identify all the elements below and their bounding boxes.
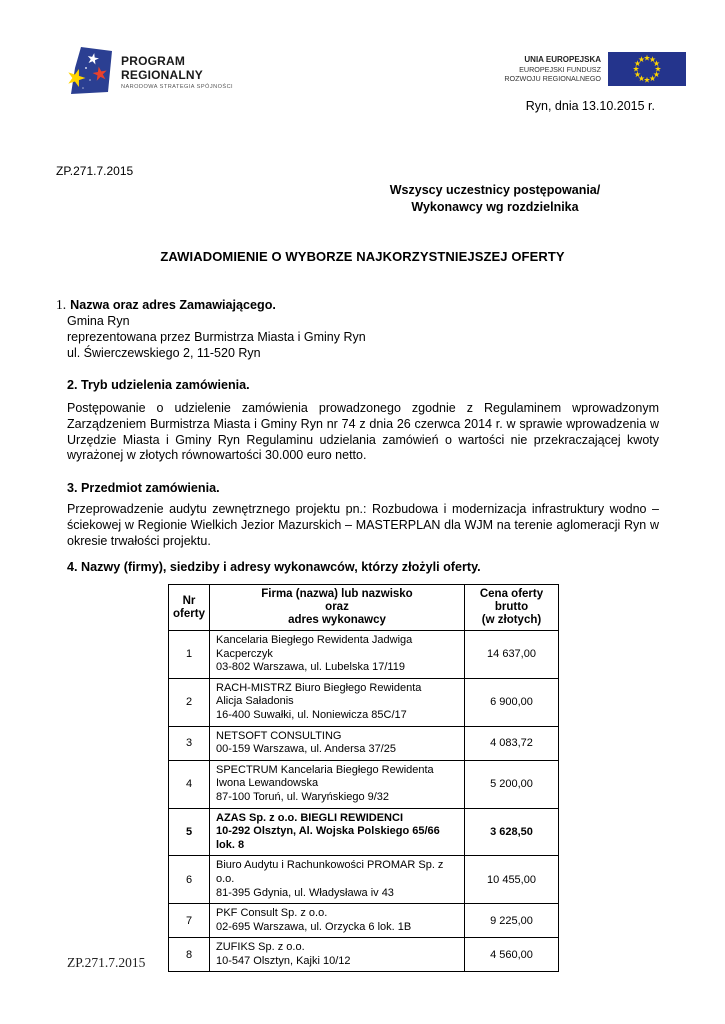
section-1-line2: reprezentowana przez Burmistrza Miasta i Gminy Ryn: [67, 330, 366, 344]
offer-price: 4 560,00: [465, 938, 559, 972]
offer-company: AZAS Sp. z o.o. BIEGLI REWIDENCI 10-292 Olsztyn, Al. Wojska Polskiego 65/66 lok. 8: [210, 808, 465, 856]
section-3-heading: 3. Przedmiot zamówienia.: [67, 481, 220, 495]
offer-company: SPECTRUM Kancelaria Biegłego Rewidenta Iwona Lewandowska 87-100 Toruń, ul. Waryńskiego 9/32: [210, 760, 465, 808]
offer-price: 9 225,00: [465, 904, 559, 938]
eu-logo: [504, 52, 686, 86]
offer-price: 14 637,00: [465, 631, 559, 679]
offer-company: RACH-MISTRZ Biuro Biegłego Rewidenta Alicja Saładonis 16-400 Suwałki, ul. Noniewicza 85C/17: [210, 678, 465, 726]
offer-company: Biuro Audytu i Rachunkowości PROMAR Sp. z o.o. 81-395 Gdynia, ul. Władysława iv 43: [210, 856, 465, 904]
eu-flag-icon: [608, 52, 686, 86]
offer-number: 4: [169, 760, 210, 808]
program-logo-line1: PROGRAM: [121, 54, 186, 68]
offer-number: 8: [169, 938, 210, 972]
offer-price: 4 083,72: [465, 726, 559, 760]
header-firma: Firma (nazwa) lub nazwisko oraz adres wykonawcy: [210, 585, 465, 631]
section-1-line3: ul. Świerczewskiego 2, 11-520 Ryn: [67, 346, 261, 360]
table-row: [169, 904, 559, 938]
program-logo-line2: REGIONALNY: [121, 67, 204, 82]
table-row: [169, 760, 559, 808]
offer-number: 2: [169, 678, 210, 726]
table-header-row: [169, 585, 559, 631]
program-regionalny-logo: [66, 46, 233, 97]
offer-company: Kancelaria Biegłego Rewidenta Jadwiga Kacperczyk 03-802 Warszawa, ul. Lubelska 17/119: [210, 631, 465, 679]
section-3-paragraph: Przeprowadzenie audytu zewnętrznego projektu pn.: Rozbudowa i modernizacja infrastruktury wodno – ściekowej w Regionie Wielkich Jezior Mazurskich – MASTERPLAN dla WJM na terenie aglomeracji Ryn w okresie trwałości projektu.: [67, 502, 659, 548]
offer-company: ZUFIKS Sp. z o.o. 10-547 Olsztyn, Kajki 10/12: [210, 938, 465, 972]
header-cena: Cena oferty brutto (w złotych): [465, 585, 559, 631]
header-nr-oferty: Nr oferty: [169, 585, 210, 631]
table-row: [169, 856, 559, 904]
offer-number: 6: [169, 856, 210, 904]
offer-company: PKF Consult Sp. z o.o. 02-695 Warszawa, ul. Orzycka 6 lok. 1B: [210, 904, 465, 938]
program-logo-subtitle: NARODOWA STRATEGIA SPÓJNOŚCI: [121, 84, 234, 90]
section-1-line1: Gmina Ryn: [67, 314, 130, 328]
offer-number: 5: [169, 808, 210, 856]
footer-reference-number: ZP.271.7.2015: [67, 955, 146, 970]
offer-number: 3: [169, 726, 210, 760]
offers-table: [168, 584, 559, 972]
recipient-block: [330, 182, 660, 215]
recipient-line2: Wykonawcy wg rozdzielnika: [411, 199, 579, 214]
eu-logo-line1: UNIA EUROPEJSKA: [524, 54, 601, 64]
document-title: ZAWIADOMIENIE O WYBORZE NAJKORZYSTNIEJSZEJ OFERTY: [160, 249, 565, 264]
date-line: Ryn, dnia 13.10.2015 r.: [525, 99, 655, 113]
offer-company: NETSOFT CONSULTING 00-159 Warszawa, ul. Andersa 37/25: [210, 726, 465, 760]
eu-logo-line3: ROZWOJU REGIONALNEGO: [504, 74, 601, 83]
offer-number: 1: [169, 631, 210, 679]
program-regionalny-flag-icon: [66, 46, 114, 97]
table-row: [169, 938, 559, 972]
table-row-selected-offer: [169, 808, 559, 856]
section-1-heading: 1. Nazwa oraz adres Zamawiającego.: [56, 297, 276, 312]
section-1: [56, 297, 659, 361]
offer-price: 3 628,50: [465, 808, 559, 856]
offer-price: 10 455,00: [465, 856, 559, 904]
table-row: [169, 678, 559, 726]
offer-price: 5 200,00: [465, 760, 559, 808]
offer-number: 7: [169, 904, 210, 938]
table-row: [169, 726, 559, 760]
table-row: [169, 631, 559, 679]
section-4-heading: 4. Nazwy (firmy), siedziby i adresy wykonawców, którzy złożyli oferty.: [67, 560, 481, 574]
section-1-number: 1.: [56, 297, 67, 312]
section-2-paragraph: Postępowanie o udzielenie zamówienia prowadzonego zgodnie z Regulaminem wprowadzonym Zarządzeniem Burmistrza Miasta i Gminy Ryn nr 74 z dnia 26 czerwca 2014 r. w sprawie wprowadzenia w Urzędzie Miasta i Gminy Ryn Regulaminu udzielania zamówień o wartości nie przekraczającej kwoty wyrażonej w złotych równowartości 30.000 euro netto.: [67, 401, 659, 463]
recipient-line1: Wszyscy uczestnicy postępowania/: [389, 183, 601, 197]
section-2-heading: 2. Tryb udzielenia zamówienia.: [67, 378, 250, 392]
offer-price: 6 900,00: [465, 678, 559, 726]
reference-number: ZP.271.7.2015: [56, 164, 134, 178]
eu-logo-line2: EUROPEJSKI FUNDUSZ: [519, 64, 601, 74]
